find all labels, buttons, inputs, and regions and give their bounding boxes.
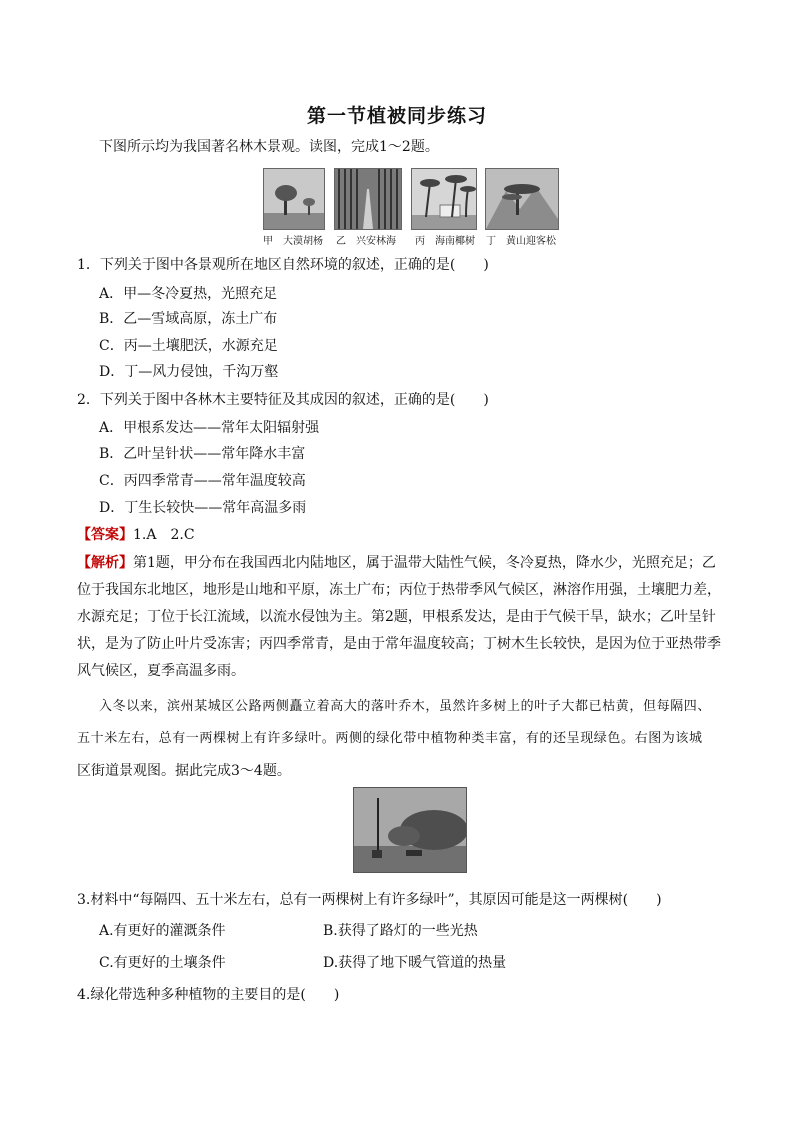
question-4-stem: 4.绿化带选种多种植物的主要目的是( ) [77, 987, 340, 1003]
question-3-option-a: A.有更好的灌溉条件 [99, 923, 226, 939]
material-line-3: 区街道景观图。据此完成3～4题。 [77, 763, 291, 779]
question-2-option-c: C．丙四季常青——常年温度较高 [99, 473, 306, 489]
analysis-line-4: 状，是为了防止叶片受冻害；丙四季常青，是由于常年温度较高；丁树木生长较快，是因为位于亚热带季 [77, 636, 721, 652]
question-1-option-d: D．丁—风力侵蚀，千沟万壑 [99, 364, 279, 380]
answer-line [77, 525, 195, 545]
question-2-stem: 2．下列关于图中各林木主要特征及其成因的叙述，正确的是( ) [77, 392, 489, 408]
analysis-line-5: 风气候区，夏季高温多雨。 [77, 663, 245, 679]
answer-text: 1.A 2.C [133, 527, 195, 543]
material-line-2: 五十米左右，总有一两棵树上有许多绿叶。两侧的绿化带中植物种类丰富，有的还呈现绿色。右图为该城 [77, 731, 703, 746]
caption-jia: 甲 大漠胡杨 [263, 236, 323, 247]
street-photo [353, 787, 467, 873]
landscape-photos [260, 168, 560, 248]
analysis-line-1 [77, 553, 716, 573]
question-1-option-b: B．乙—雪域高原，冻土广布 [99, 311, 278, 327]
material-line-1: 入冬以来，滨州某城区公路两侧矗立着高大的落叶乔木，虽然许多树上的叶子大都已枯黄，但每隔四、 [99, 699, 712, 714]
photo-huangshan-pine [485, 168, 559, 230]
question-3-option-b: B.获得了路灯的一些光热 [323, 923, 478, 939]
question-3-option-c: C.有更好的土壤条件 [99, 955, 226, 971]
question-2-option-d: D．丁生长较快——常年高温多雨 [99, 500, 307, 516]
photo-desert-poplar [263, 168, 325, 230]
question-2-option-b: B．乙叶呈针状——常年降水丰富 [99, 446, 306, 462]
page-title: 第一节植被同步练习 [306, 105, 487, 127]
analysis-line-3: 水源充足；丁位于长江流域，以流水侵蚀为主。第2题，甲根系发达，是由于气候干旱，缺水；乙叶呈针 [77, 609, 716, 625]
photo-hainan-palms [411, 168, 477, 230]
caption-ding: 丁 黄山迎客松 [486, 236, 556, 247]
analysis-tag: 【解析】 [77, 555, 133, 571]
analysis-text-1: 第1题，甲分布在我国西北内陆地区，属于温带大陆性气候，冬冷夏热，降水少，光照充足；乙 [133, 555, 716, 571]
caption-bing: 丙 海南椰树 [415, 236, 475, 247]
question-1-stem: 1．下列关于图中各景观所在地区自然环境的叙述，正确的是( ) [77, 257, 489, 273]
intro-text: 下图所示均为我国著名林木景观。读图，完成1～2题。 [99, 139, 439, 155]
question-3-stem: 3.材料中“每隔四、五十米左右，总有一两棵树上有许多绿叶”，其原因可能是这一两棵树( ) [77, 892, 662, 908]
analysis-line-2: 位于我国东北地区，地形是山地和平原，冻土广布；丙位于热带季风气候区，淋溶作用强，土壤肥力差， [77, 582, 721, 598]
caption-yi: 乙 兴安林海 [336, 236, 396, 247]
question-3-option-d: D.获得了地下暖气管道的热量 [323, 955, 507, 971]
answer-tag: 【答案】 [77, 527, 133, 543]
question-2-option-a: A．甲根系发达——常年太阳辐射强 [99, 420, 320, 436]
question-1-option-a: A．甲—冬冷夏热，光照充足 [99, 286, 278, 302]
question-1-option-c: C．丙—土壤肥沃，水源充足 [99, 338, 278, 354]
photo-xingan-forest [334, 168, 402, 230]
